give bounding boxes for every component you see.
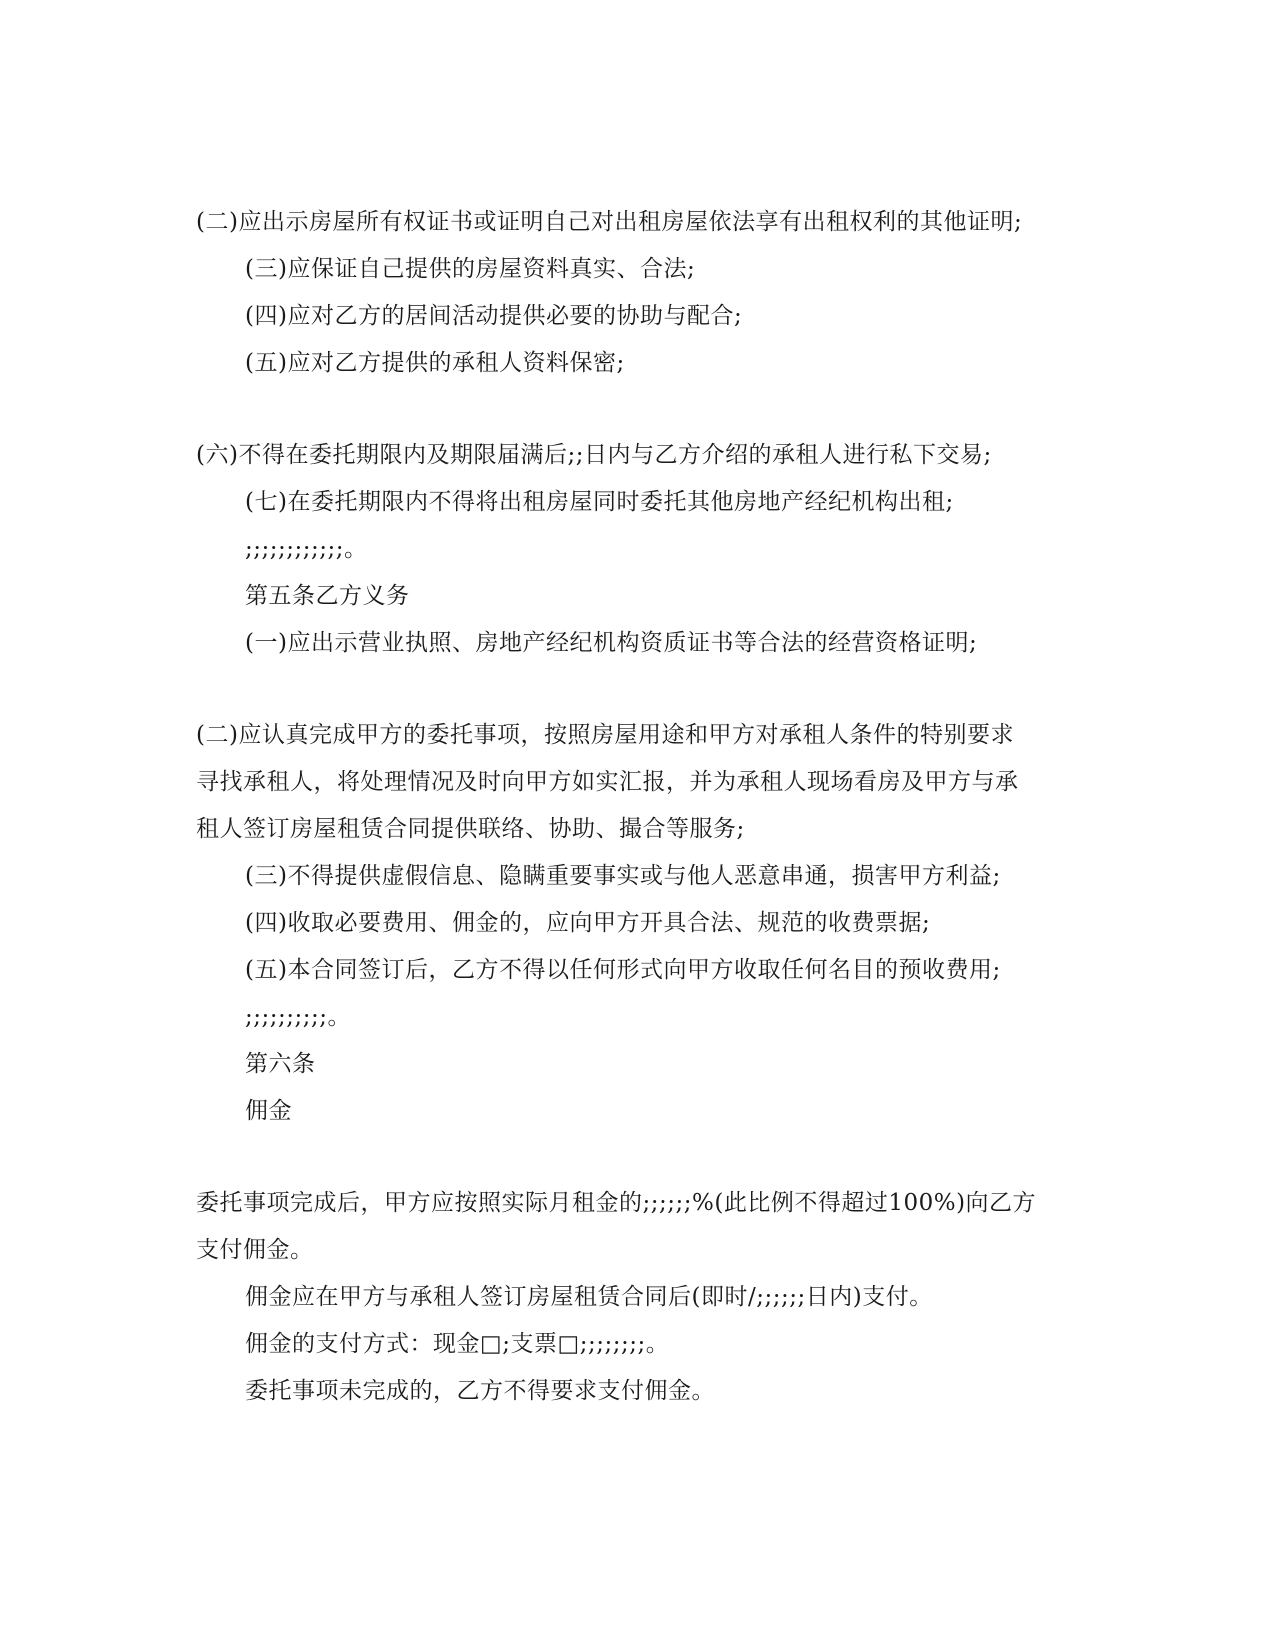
clause-5-item-2-line-3: 租人签订房屋租赁合同提供联络、协助、撮合等服务; [196,816,745,842]
clause-4-item-5: (五)应对乙方提供的承租人资料保密; [245,350,625,376]
clause-4-item-6: (六)不得在委托期限内及期限届满后;;日内与乙方介绍的承租人进行私下交易; [196,442,992,468]
clause-5-item-1: (一)应出示营业执照、房地产经纪机构资质证书等合法的经营资格证明; [245,630,978,656]
clause-5-item-4: (四)收取必要费用、佣金的，应向甲方开具合法、规范的收费票据; [245,910,931,936]
commission-timing: 佣金应在甲方与承租人签订房屋租赁合同后(即时/;;;;;;日内)支付。 [245,1284,933,1310]
clause-5-item-5: (五)本合同签订后，乙方不得以任何形式向甲方收取任何名目的预收费用; [245,957,1001,983]
clause-5-blank-line: ;;;;;;;;;;。 [245,1004,351,1030]
clause-4-item-2: (二)应出示房屋所有权证书或证明自己对出租房屋依法享有出租权利的其他证明; [196,209,1023,235]
clause-5-heading: 第五条乙方义务 [245,583,410,609]
clause-5-item-2-line-1: (二)应认真完成甲方的委托事项，按照房屋用途和甲方对承租人条件的特别要求 [196,722,1014,748]
clause-4-item-7: (七)在委托期限内不得将出租房屋同时委托其他房地产经纪机构出租; [245,489,954,515]
clause-6-title: 佣金 [245,1098,292,1124]
commission-rate-line-2: 支付佣金。 [196,1237,314,1263]
clause-4-item-4: (四)应对乙方的居间活动提供必要的协助与配合; [245,303,743,329]
clause-6-heading: 第六条 [245,1051,316,1077]
clause-5-item-2-line-2: 寻找承租人，将处理情况及时向甲方如实汇报，并为承租人现场看房及甲方与承 [196,769,1019,795]
commission-rate-line-1: 委托事项完成后，甲方应按照实际月租金的;;;;;;%(此比例不得超过100%)向乙方 [196,1190,1037,1216]
clause-4-item-3: (三)应保证自己提供的房屋资料真实、合法; [245,256,696,282]
commission-payment-method: 佣金的支付方式：现金□;支票□;;;;;;;;。 [245,1331,670,1357]
clause-5-item-3: (三)不得提供虚假信息、隐瞒重要事实或与他人恶意串通，损害甲方利益; [245,863,1001,889]
commission-incomplete: 委托事项未完成的，乙方不得要求支付佣金。 [245,1378,715,1404]
clause-4-blank-line: ;;;;;;;;;;;;。 [245,536,368,562]
